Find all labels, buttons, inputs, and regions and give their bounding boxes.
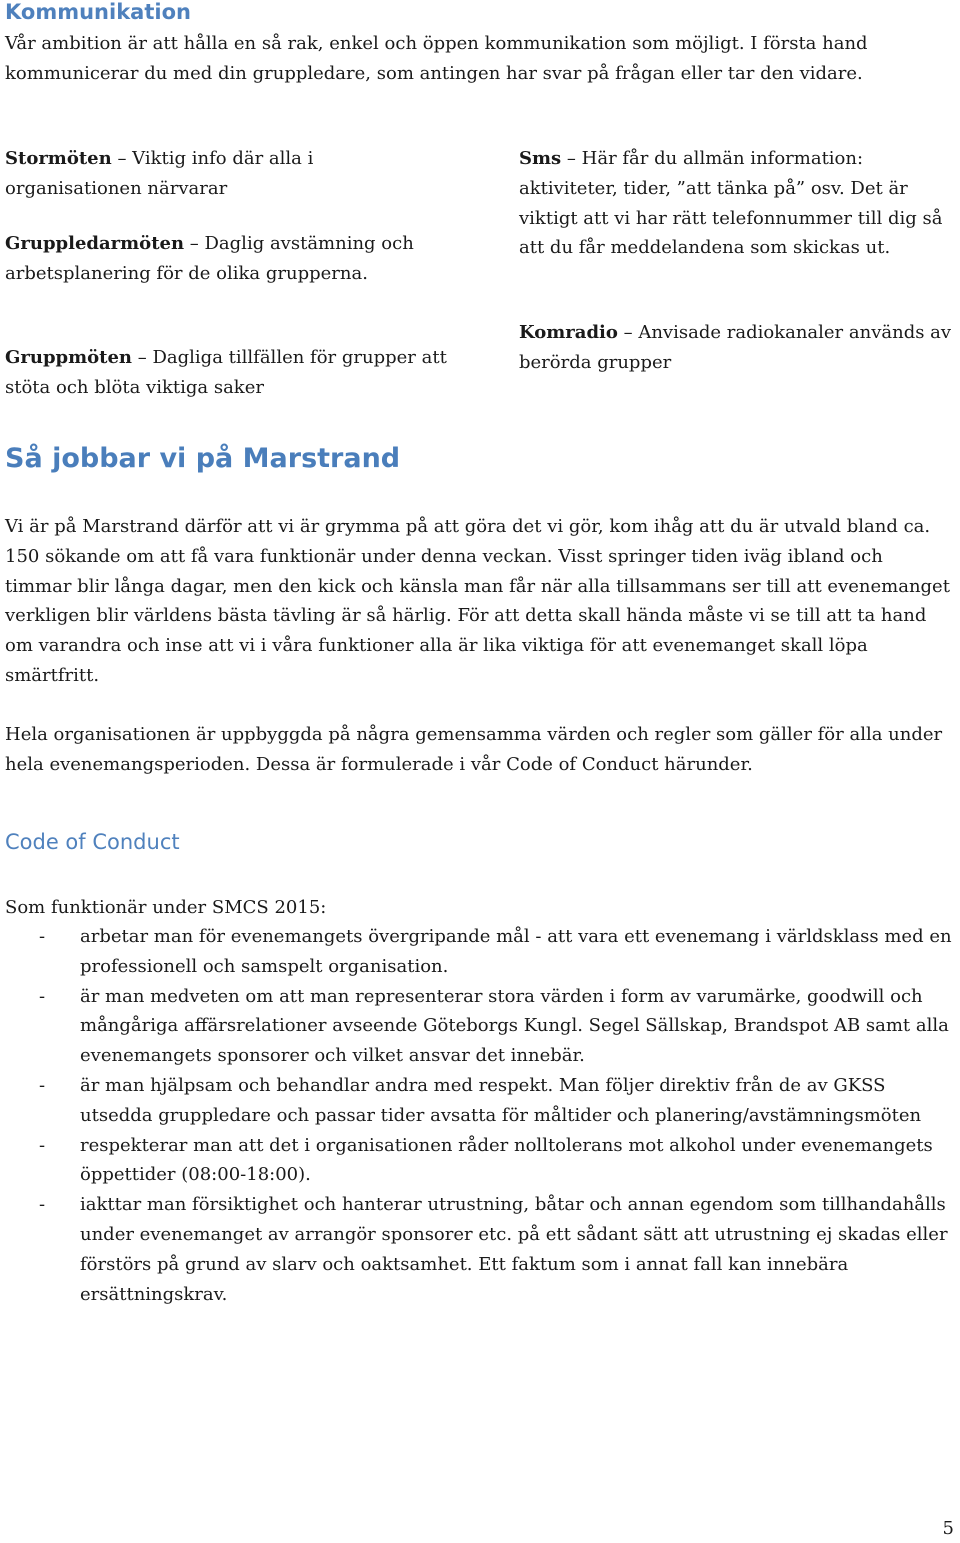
page-number: 5 xyxy=(942,1518,954,1539)
marstrand-heading: Så jobbar vi på Marstrand xyxy=(5,443,401,474)
term-label: Sms xyxy=(519,148,562,169)
term-desc: Viktig info där alla i organisationen närvarar xyxy=(5,148,314,199)
term-label: Gruppledarmöten xyxy=(5,233,185,254)
list-item: - respekterar man att det i organisationen råder nolltolerans mot alkohol under evenemangets öppettider (08:00-18:00). xyxy=(39,1134,933,1186)
term-desc: Här får du allmän information: aktiviteter, tider, ”att tänka på” osv. Det är viktigt att vi har rätt telefonnummer till dig så att du får meddelandena som skickas ut. xyxy=(519,148,943,259)
list-item: - arbetar man för evenemangets övergripande mål - att vara ett evenemang i världsklass med en professionell och samspelt organisation. xyxy=(39,926,952,977)
term-desc: Dagliga tillfällen för grupper att stöta och blöta viktiga saker xyxy=(5,347,447,398)
term-stormoten: Stormöten – Viktig info där alla i organisationen närvarar xyxy=(5,148,314,199)
term-label: Komradio xyxy=(519,322,618,343)
term-label: Stormöten xyxy=(5,148,112,169)
term-desc: Daglig avstämning och arbetsplanering för de olika grupperna. xyxy=(5,233,414,284)
code-of-conduct-lead: Som funktionär under SMCS 2015: xyxy=(5,897,327,918)
term-komradio: Komradio – Anvisade radiokanaler används av berörda grupper xyxy=(519,322,952,373)
kommunikation-intro: Vår ambition är att hålla en så rak, enkel och öppen kommunikation som möjligt. I första hand kommunicerar du med din gruppledare, som antingen har svar på frågan eller tar den vidare. xyxy=(5,33,868,84)
kommunikation-heading: Kommunikation xyxy=(5,0,191,24)
term-gruppledarmoten: Gruppledarmöten – Daglig avstämning och arbetsplanering för de olika grupperna. xyxy=(5,233,414,284)
term-desc: Anvisade radiokanaler används av berörda grupper xyxy=(519,322,952,373)
list-item: - är man medveten om att man representerar stora värden i form av varumärke, goodwill och mångåriga affärsrelationer avseende Göteborgs Kungl. Segel Sällskap, Brandspot AB samt alla evenemangets sponsorer och vilket ansvar det innebär. xyxy=(39,985,949,1067)
code-of-conduct-list xyxy=(5,922,953,1309)
term-gruppmoten: Gruppmöten – Dagliga tillfällen för grupper att stöta och blöta viktiga saker xyxy=(5,347,447,398)
code-of-conduct-heading: Code of Conduct xyxy=(5,830,180,854)
marstrand-paragraph-2: Hela organisationen är uppbyggda på några gemensamma värden och regler som gäller för alla under hela evenemangsperioden. Dessa är formulerade i vår Code of Conduct härunder. xyxy=(5,724,943,775)
list-item: - iakttar man försiktighet och hanterar utrustning, båtar och annan egendom som tillhandahålls under evenemanget av arrangör sponsorer etc. på ett sådant sätt att utrustning ej skadas eller förstörs på grund av slarv och oaktsamhet. Ett faktum som i annat fall kan innebära ersättningskrav. xyxy=(39,1194,948,1305)
list-item: - är man hjälpsam och behandlar andra med respekt. Man följer direktiv från de av GKSS utsedda gruppledare och passar tider avsatta för måltider och planering/avstämningsmöten xyxy=(39,1074,922,1126)
term-label: Gruppmöten xyxy=(5,347,133,368)
term-sms: Sms – Här får du allmän information: aktiviteter, tider, ”att tänka på” osv. Det är viktigt att vi har rätt telefonnummer till dig så att du får meddelandena som skickas ut. xyxy=(519,148,943,259)
marstrand-paragraph-1: Vi är på Marstrand därför att vi är grymma på att göra det vi gör, kom ihåg att du är utvald bland ca. 150 sökande om att få vara funktionär under denna veckan. Visst springer tiden iväg ibland och timmar blir långa dagar, men den kick och känsla man får när alla tillsammans ser till att evenemanget verkligen blir världens bästa tävling är så härlig. För att detta skall hända måste vi se till att ta hand om varandra och inse att vi i våra funktioner alla är lika viktiga för att evenemanget skall löpa smärtfritt. xyxy=(5,516,950,686)
